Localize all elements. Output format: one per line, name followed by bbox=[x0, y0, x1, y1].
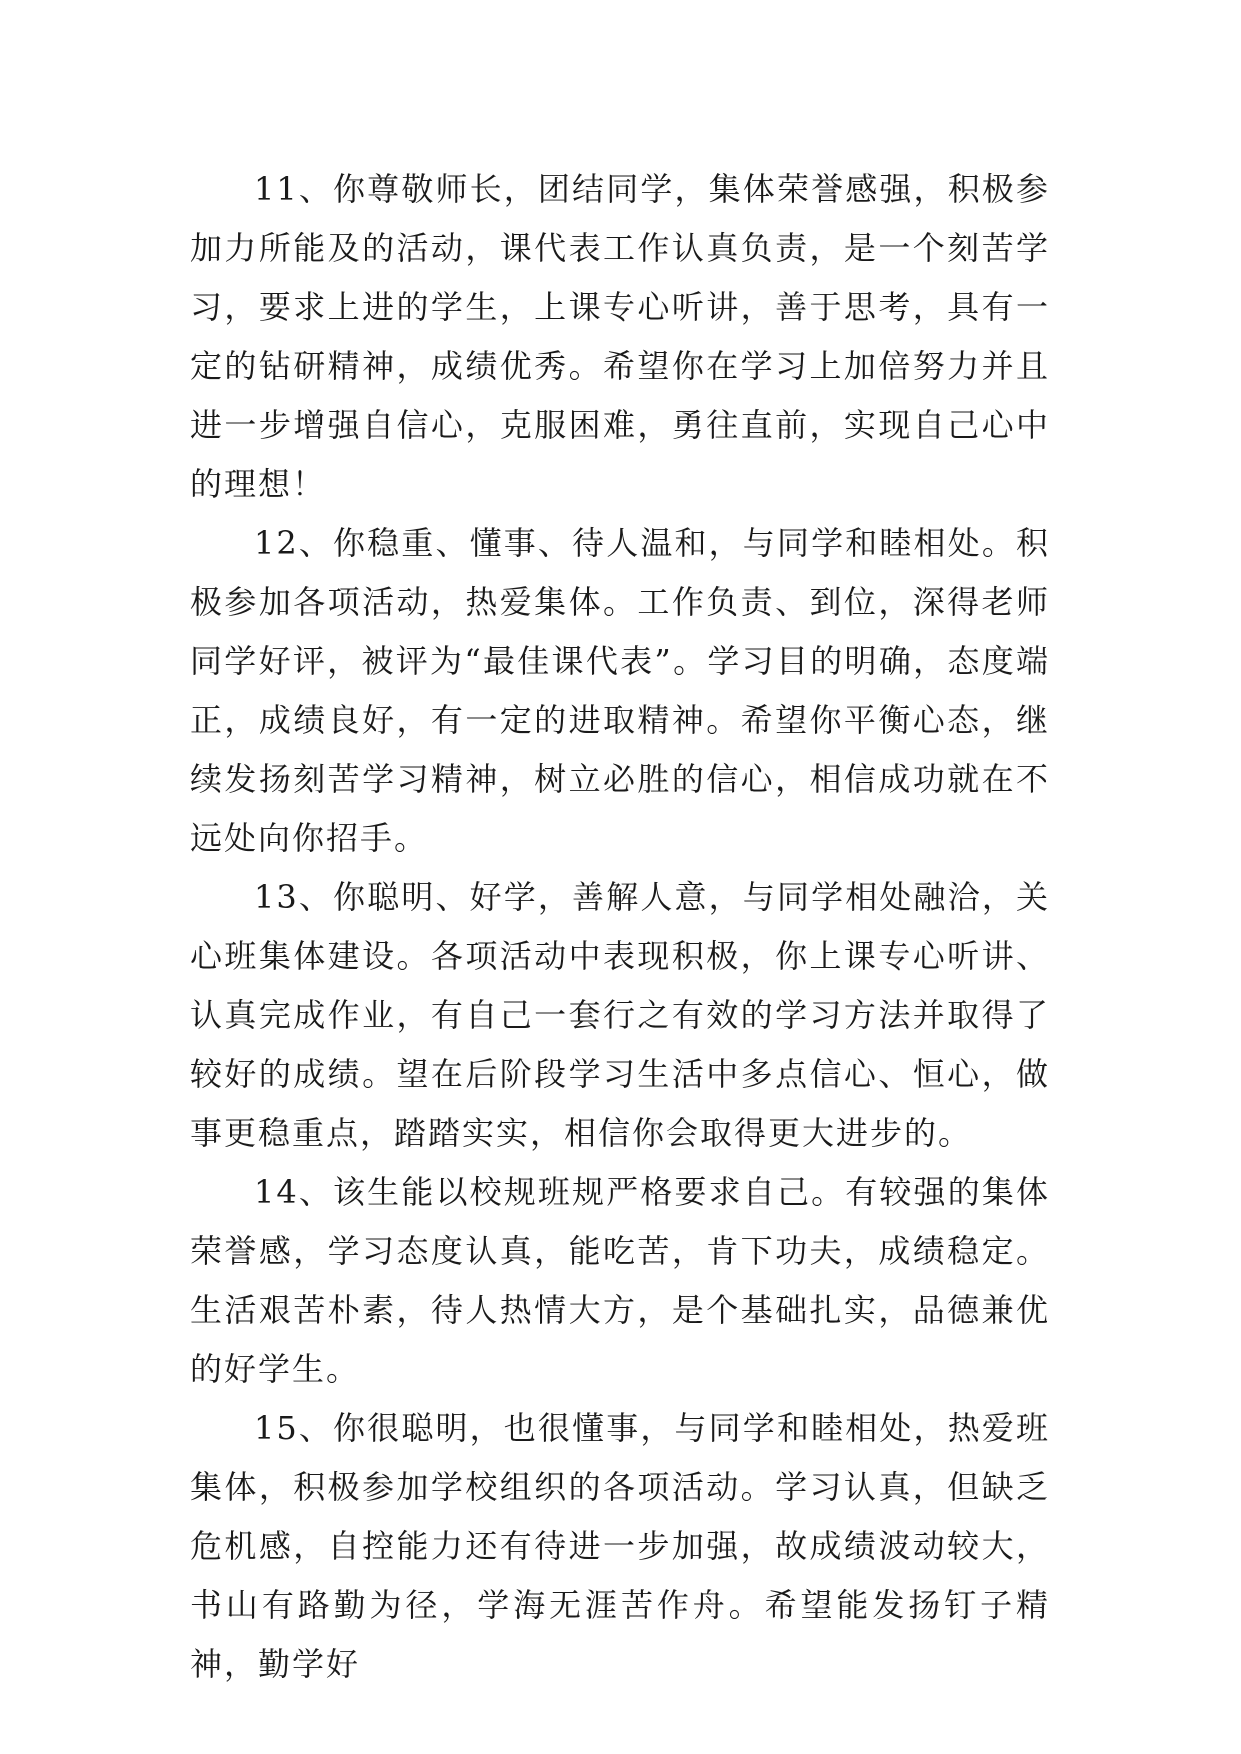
paragraph-15: 15、你很聪明，也很懂事，与同学和睦相处，热爱班集体，积极参加学校组织的各项活动。学习认真，但缺乏危机感，自控能力还有待进一步加强，故成绩波动较大，书山有路勤为径，学海无涯苦作舟。希望能发扬钉子精神，勤学好 bbox=[190, 1409, 1050, 1683]
paragraph-12: 12、你稳重、懂事、待人温和，与同学和睦相处。积极参加各项活动，热爱集体。工作负责、到位，深得老师同学好评，被评为“最佳课代表”。学习目的明确，态度端正，成绩良好，有一定的进取精神。希望你平衡心态，继续发扬刻苦学习精神，树立必胜的信心，相信成功就在不远处向你招手。 bbox=[190, 524, 1050, 857]
paragraph-13: 13、你聪明、好学，善解人意，与同学相处融洽，关心班集体建设。各项活动中表现积极，你上课专心听讲、认真完成作业，有自己一套行之有效的学习方法并取得了较好的成绩。望在后阶段学习生活中多点信心、恒心，做事更稳重点，踏踏实实，相信你会取得更大进步的。 bbox=[190, 878, 1050, 1152]
paragraph-14: 14、该生能以校规班规严格要求自己。有较强的集体荣誉感，学习态度认真，能吃苦，肯下功夫，成绩稳定。生活艰苦朴素，待人热情大方，是个基础扎实，品德兼优的好学生。 bbox=[190, 1173, 1050, 1388]
document-body bbox=[190, 160, 1050, 1694]
paragraph-11: 11、你尊敬师长，团结同学，集体荣誉感强，积极参加力所能及的活动，课代表工作认真负责，是一个刻苦学习，要求上进的学生，上课专心听讲，善于思考，具有一定的钻研精神，成绩优秀。希望你在学习上加倍努力并且进一步增强自信心，克服困难，勇往直前，实现自己心中的理想！ bbox=[190, 170, 1050, 503]
